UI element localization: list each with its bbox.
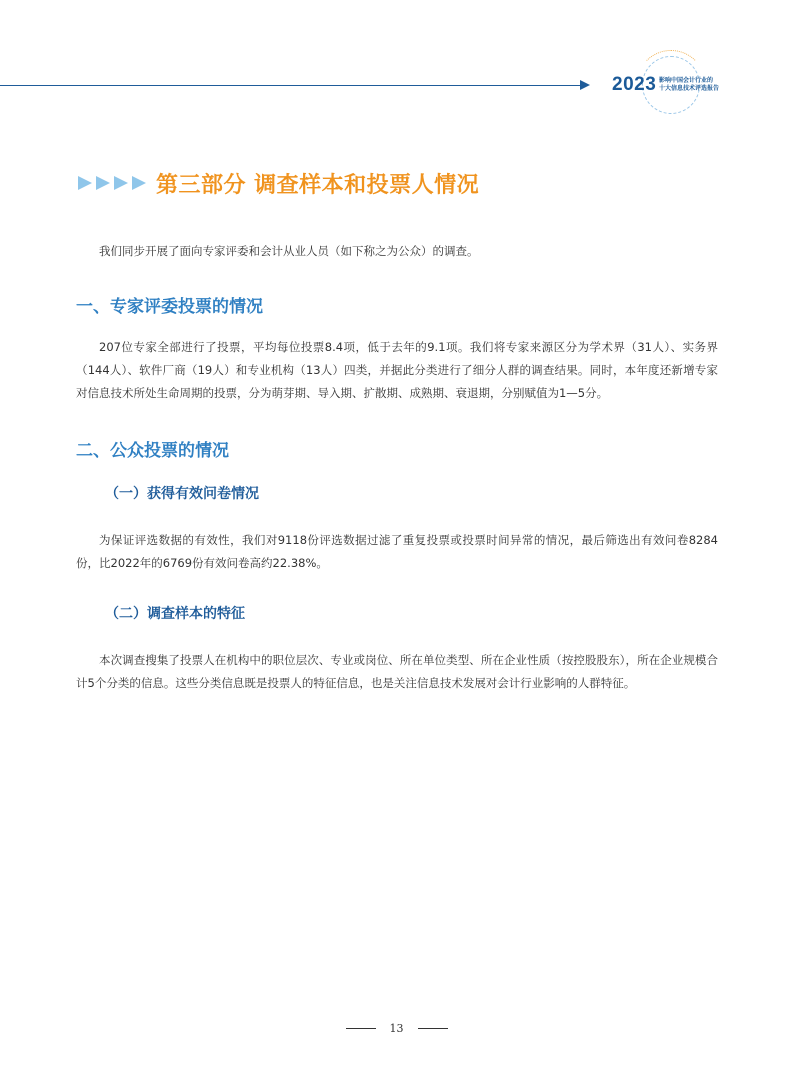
part-title-block (78, 166, 479, 200)
page-number: 13 (389, 1022, 404, 1035)
page-footer (0, 1022, 793, 1035)
report-logo (600, 54, 740, 114)
logo-subtitle-line1: 影响中国会计行业的 (659, 77, 714, 84)
section2-sub2-heading: （二）调查样本的特征 (105, 606, 245, 622)
section2-sub1-paragraph: 为保证评选数据的有效性，我们对9118份评选数据过滤了重复投票或投票时间异常的情况，最后筛选出有效问卷8284份，比2022年的6769份有效问卷高约22.38%。 (76, 533, 718, 570)
section1-heading: 一、专家评委投票的情况 (76, 297, 263, 317)
section1-paragraph: 207位专家全部进行了投票，平均每位投票8.4项，低于去年的9.1项。我们将专家来源区分为学术界（31人）、实务界（144人）、软件厂商（19人）和专业机构（13人）四类，并据此分类进行了细分人群的调查结果。同时，本年度还新增专家对信息技术所处生命周期的投票，分为萌芽期、导入期、扩散期、成熟期、衰退期，分别赋值为1—5分。 (76, 340, 718, 400)
footer-rule-left (346, 1028, 376, 1029)
triangle-icon (78, 176, 92, 190)
header-arrow-icon (580, 80, 590, 90)
section2-sub2-paragraph: 本次调查搜集了投票人在机构中的职位层次、专业或岗位、所在单位类型、所在企业性质（按控股股东），所在企业规模合计5个分类的信息。这些分类信息既是投票人的特征信息，也是关注信息技术发展对会计行业影响的人群特征。 (76, 653, 718, 690)
triangle-icon (114, 176, 128, 190)
footer-rule-right (418, 1028, 448, 1029)
triangle-icon (132, 176, 146, 190)
header-rule (0, 85, 580, 86)
part-title: 第三部分 调查样本和投票人情况 (156, 172, 480, 198)
section2-heading: 二、公众投票的情况 (76, 441, 229, 461)
intro-paragraph: 我们同步开展了面向专家评委和会计从业人员（如下称之为公众）的调查。 (99, 244, 479, 258)
section2-sub1-heading: （一）获得有效问卷情况 (105, 486, 259, 502)
triangle-icon (96, 176, 110, 190)
logo-subtitle-line2: 十大信息技术评选报告 (659, 85, 720, 92)
logo-year: 2023 (612, 74, 657, 95)
